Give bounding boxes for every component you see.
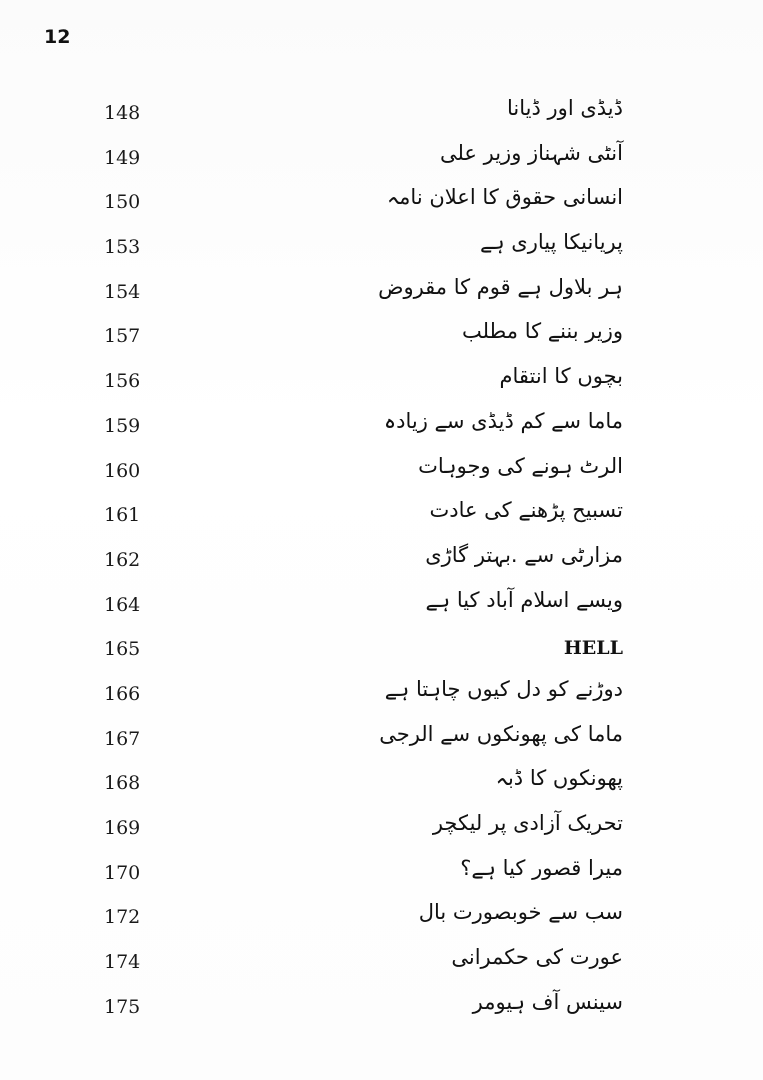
toc-page-number: 169 [104, 817, 141, 839]
page-number: 12 [44, 26, 71, 48]
toc-entry [0, 450, 763, 495]
toc-title: میرا قصور کیا ہے؟ [460, 855, 623, 880]
toc-title: HELL [563, 637, 623, 660]
toc-title: مزارٹی سے .بہتر گاڑی [425, 542, 623, 567]
toc-title: الرٹ ہونے کی وجوہات [418, 453, 623, 478]
toc-page-number: 175 [104, 995, 141, 1018]
toc-page-number: 172 [104, 906, 141, 929]
toc-entry [0, 539, 763, 584]
toc-page-number: 170 [104, 861, 141, 884]
toc-entry [0, 181, 763, 226]
toc-entry [0, 137, 763, 182]
toc-page-number: 167 [104, 727, 141, 750]
toc-title: عورت کی حکمرانی [451, 945, 623, 970]
toc-title: ماما کی پھونکوں سے الرجی [379, 721, 623, 746]
toc-entry [0, 896, 763, 941]
toc-page-number: 148 [104, 102, 141, 124]
toc-page-number: 156 [104, 370, 141, 393]
toc-entry [0, 986, 763, 1031]
toc-page-number: 165 [104, 638, 141, 661]
toc-title: پریانیکا پیاری ہے [480, 230, 623, 255]
toc-title: آنٹی شہناز وزیر علی [439, 140, 623, 165]
toc-page-number: 157 [104, 325, 141, 348]
toc-page-number: 160 [104, 459, 141, 482]
toc-page-number: 153 [104, 236, 141, 259]
toc-title: دوڑنے کو دل کیوں چاہتا ہے [384, 676, 623, 701]
toc-title: تسبیح پڑھنے کی عادت [429, 498, 623, 523]
toc-title: پھونکوں کا ڈبہ [495, 766, 623, 791]
table-of-contents [0, 92, 763, 1030]
toc-title: ہر بلاول ہے قوم کا مقروض [378, 274, 623, 299]
toc-page-number: 162 [104, 548, 141, 571]
toc-page-number: 166 [104, 682, 141, 705]
toc-entry [0, 315, 763, 360]
toc-title: ماما سے کم ڈیڈی سے زیادہ [383, 408, 623, 433]
toc-title: انسانی حقوق کا اعلان نامہ [386, 185, 623, 210]
toc-entry [0, 941, 763, 986]
toc-page-number: 150 [104, 191, 141, 214]
toc-page-number: 149 [104, 146, 141, 169]
toc-entry [0, 807, 763, 852]
toc-entry [0, 360, 763, 405]
toc-title: بچوں کا انتقام [499, 364, 623, 389]
toc-entry [0, 226, 763, 271]
toc-page-number: 168 [104, 772, 141, 795]
toc-entry [0, 584, 763, 629]
toc-title: سینس آف ہیومر [472, 989, 623, 1014]
toc-entry [0, 628, 763, 673]
toc-title: ڈیڈی اور ڈیانا [507, 96, 623, 120]
toc-entry [0, 405, 763, 450]
toc-page-number: 159 [104, 414, 141, 437]
toc-page-number: 174 [104, 951, 141, 974]
toc-entry [0, 271, 763, 316]
toc-title: سب سے خوبصورت بال [418, 900, 623, 925]
toc-page-number: 161 [104, 504, 141, 527]
toc-page-number: 164 [104, 593, 141, 616]
toc-page-number: 154 [104, 280, 141, 303]
toc-title: تحریک آزادی پر لیکچر [432, 811, 623, 835]
toc-entry [0, 718, 763, 763]
toc-entry [0, 852, 763, 897]
toc-title: ویسے اسلام آباد کیا ہے [425, 587, 623, 612]
toc-entry [0, 494, 763, 539]
toc-title: وزیر بننے کا مطلب [461, 319, 623, 344]
toc-entry [0, 673, 763, 718]
toc-entry [0, 762, 763, 807]
toc-entry [0, 92, 763, 137]
